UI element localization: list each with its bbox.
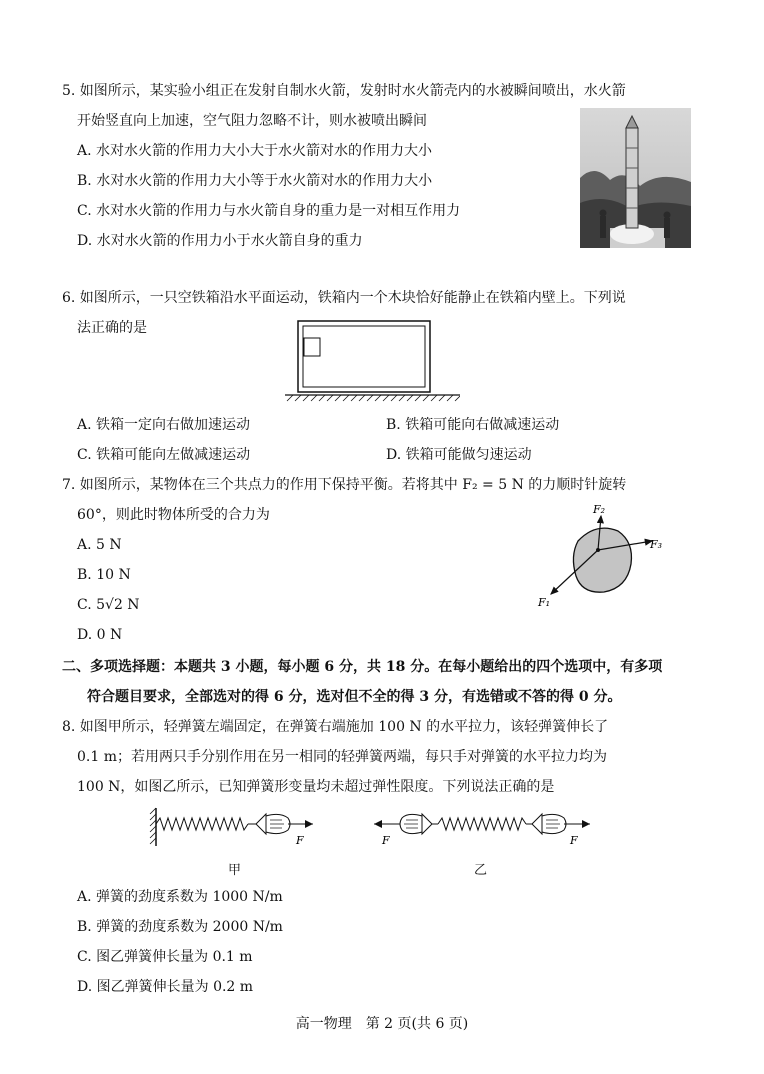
q5-stem-line2: 开始竖直向上加速，空气阻力忽略不计，则水被喷出瞬间 [77, 113, 427, 129]
page-footer: 高一物理 第 2 页(共 6 页) [295, 1016, 469, 1032]
q5-option-a: A. 水对水火箭的作用力大小大于水火箭对水的作用力大小 [77, 143, 433, 159]
q8-stem-line3: 100 N，如图乙所示，已知弹簧形变量均未超过弹性限度。下列说法正确的是 [77, 779, 555, 795]
spring-hook [256, 814, 266, 834]
q6-stem-line2: 法正确的是 [77, 320, 147, 336]
q6-option-a: A. 铁箱一定向右做加速运动 [77, 417, 251, 433]
q8-stem-line1: 8. 如图甲所示，轻弹簧左端固定，在弹簧右端施加 100 N 的水平拉力，该轻弹簧伸长了 [62, 719, 609, 735]
figure-yi-label: 乙 [474, 863, 488, 878]
q8-option-d: D. 图乙弹簧伸长量为 0.2 m [77, 979, 254, 995]
q6-option-b: B. 铁箱可能向右做减速运动 [386, 417, 560, 433]
ground-hatching [287, 395, 460, 401]
left-spring-hook [422, 814, 432, 834]
force-f2-label: F₂ [593, 503, 606, 516]
q8-option-b: B. 弹簧的劲度系数为 2000 N/m [77, 919, 283, 935]
q7-stem-line2: 60°，则此时物体所受的合力为 [77, 507, 270, 523]
left-force-label: F [382, 834, 390, 847]
q7-option-d: D. 0 N [77, 627, 123, 643]
object-body [573, 528, 631, 592]
q7-option-a: A. 5 N [77, 537, 122, 553]
q6-option-c: C. 铁箱可能向左做减速运动 [77, 447, 251, 463]
q8-option-c: C. 图乙弹簧伸长量为 0.1 m [77, 949, 253, 965]
q8-option-a: A. 弹簧的劲度系数为 1000 N/m [77, 889, 283, 905]
q7-option-c: C. 5√2 N [77, 597, 140, 613]
force-f1-label: F₁ [538, 596, 551, 609]
section2-header-line1: 二、多项选择题：本题共 3 小题，每小题 6 分，共 18 分。在每小题给出的四个选项中，有多项 [62, 659, 663, 675]
three-forces-diagram [530, 498, 670, 614]
right-spring-hook [532, 814, 542, 834]
water-rocket-photo [580, 108, 691, 248]
wall-hatching [150, 808, 156, 844]
q6-option-d: D. 铁箱可能做匀速运动 [386, 447, 532, 463]
spring-figure-yi [372, 806, 594, 856]
q8-stem-line2: 0.1 m；若用两只手分别作用在另一相同的轻弹簧两端，每只手对弹簧的水平拉力均为 [77, 749, 607, 765]
force-f3-label: F₃ [650, 538, 663, 551]
q7-option-b: B. 10 N [77, 567, 131, 583]
q6-stem-line1: 6. 如图所示，一只空铁箱沿水平面运动，铁箱内一个木块恰好能静止在铁箱内壁上。下列说 [62, 290, 626, 306]
force-label: F [296, 834, 304, 847]
figure-jia-label: 甲 [228, 863, 242, 878]
wood-block [304, 338, 320, 356]
spring [438, 818, 526, 830]
spring [156, 818, 248, 830]
right-force-label: F [570, 834, 578, 847]
q5-option-b: B. 水对水火箭的作用力大小等于水火箭对水的作用力大小 [77, 173, 433, 189]
q5-option-c: C. 水对水火箭的作用力与水火箭自身的重力是一对相互作用力 [77, 203, 461, 219]
q5-stem-line1: 5. 如图所示，某实验小组正在发射自制水火箭，发射时水火箭壳内的水被瞬间喷出，水火箭 [62, 83, 626, 99]
iron-box-diagram [285, 318, 460, 408]
section2-header-line2: 符合题目要求，全部选对的得 6 分，选对但不全的得 3 分，有选错或不答的得 0 分。 [87, 689, 622, 705]
spring-figure-jia [148, 806, 318, 856]
q5-option-d: D. 水对水火箭的作用力小于水火箭自身的重力 [77, 233, 363, 249]
iron-box-inner [303, 326, 425, 387]
q7-stem-line1: 7. 如图所示，某物体在三个共点力的作用下保持平衡。若将其中 F₂ = 5 N 的力顺时针旋转 [62, 477, 627, 493]
